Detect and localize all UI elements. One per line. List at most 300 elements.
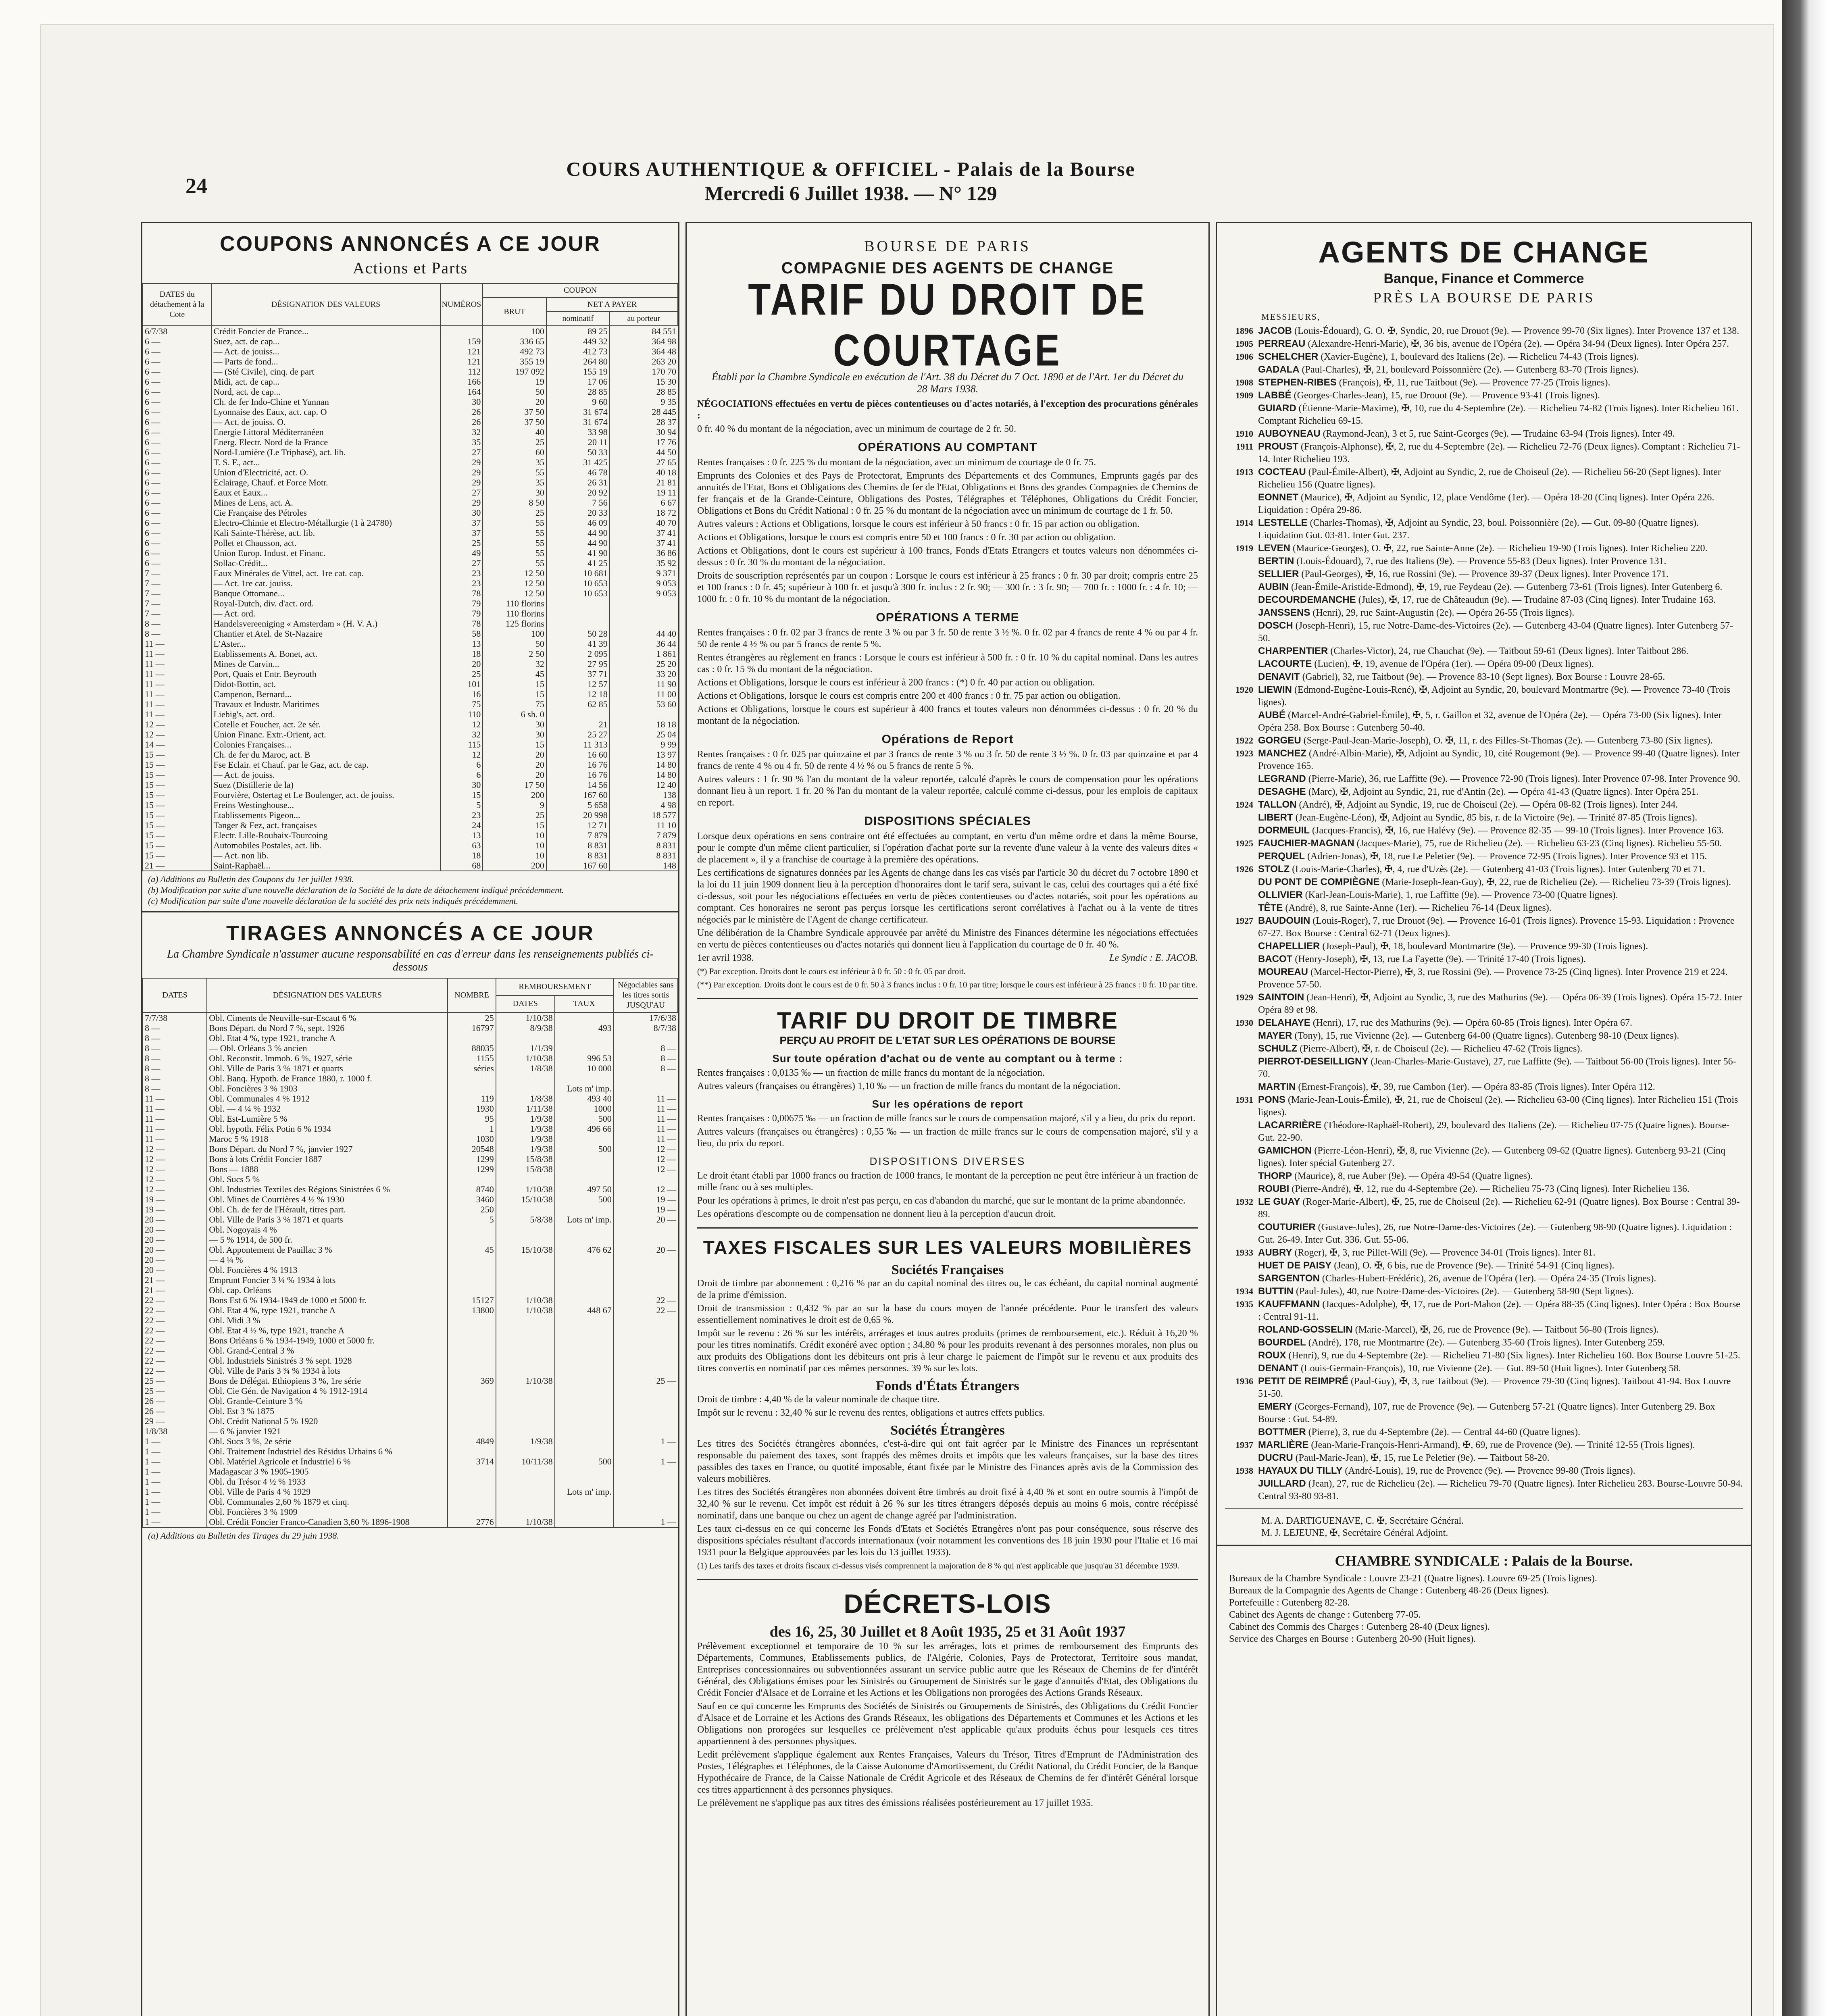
table-cell: 17 06 [546,377,610,387]
table-cell: 6 — [143,356,211,367]
table-row [143,800,678,810]
table-cell: 12 71 [546,820,610,830]
table-cell [614,1225,678,1235]
agent-details: (Maurice), ✠, Adjoint au Syndic, 12, place Vendôme (1er). — Opéra 18-20 (Cinq lignes). Inter Opéra 226. Liquidation : Opéra 29-86. [1258,492,1715,515]
table-cell: 20548 [448,1144,496,1154]
table-cell: L'Aster... [211,639,440,649]
list-item [1217,1439,1751,1452]
chamber-line: Cabinet des Agents de change : Gutenberg 77-05. [1229,1610,1421,1620]
agent-name: LABBÉ [1258,390,1292,401]
table-cell: 37 50 [483,417,546,427]
table-cell [614,1275,678,1285]
table-cell: 1 — [143,1436,207,1446]
table-row [143,1073,678,1083]
table-cell: 12 [440,719,483,729]
list-item [1217,991,1751,1016]
table-cell: 55 [483,538,546,548]
timbre-sub: PERÇU AU PROFIT DE L'ETAT SUR LES OPÉRATIONS DE BOURSE [779,1034,1116,1046]
courtage-paragraph: Actions et Obligations, lorsque le cours est inférieur à 200 francs : (*) 0 fr. 40 par action ou obligation. [697,677,1095,688]
table-cell: 50 28 [546,629,610,639]
table-cell: 10 [483,850,546,860]
table-cell: 497 50 [555,1184,614,1194]
list-item [1217,747,1751,773]
agent-details: (Charles-Hubert-Frédéric), 26, avenue de l'Opéra (1er). — Opéra 24-35 (Trois lignes). [1322,1273,1656,1284]
table-cell: 6 — [143,427,211,437]
table-row [143,1114,678,1124]
table-cell: 15 — [143,760,211,770]
table-cell: 11 — [143,1114,207,1124]
table-cell [555,1235,614,1245]
table-row [143,1235,678,1245]
table-row [143,1477,678,1487]
agent-details: (Edmond-Eugène-Louis-René), ✠, Adjoint au Syndic, 20, boulevard Montmartre (9e). — Provence 73-40 (Trois lignes). [1258,685,1731,708]
table-cell [614,1073,678,1083]
list-item [1217,1298,1751,1323]
table-row [143,1345,678,1356]
h-terme: OPÉRATIONS A TERME [876,611,1019,624]
agent-entry [1258,1183,1751,1195]
table-cell: 27 [440,447,483,457]
table-cell: 22 — [143,1356,207,1366]
agent-name: DU PONT DE COMPIÈGNE [1258,877,1380,887]
table-row [143,1214,678,1225]
table-cell: Cotelle et Foucher, act. 2e sér. [211,719,440,729]
table-cell: 1 — [614,1436,678,1446]
table-row [143,367,678,377]
agent-details: (Henri), 29, rue Saint-Augustin (2e). — Opéra 26-55 (Trois lignes). [1312,608,1575,618]
table-cell: 11 — [614,1134,678,1144]
taxes-p: Impôt sur le revenu : 26 % sur les intérêts, arrérages et tous autres produits (primes de remboursement, etc.). Réduit à 16,20 % pour les titres nominatifs. Crédit exonéré avec option ; 34,80 % pour les produits revenant à des personnes morales, non plus ou aux produits des Obligations dont les débiteurs ont pris à leur charge le paiement de l'impôt sur le revenu et aux produits des titres convertis en nominatif par ces mêmes personnes. 39 % sur les lots. [697,1328,1198,1374]
table-cell [496,1487,555,1497]
agent-entry [1258,402,1751,427]
table-cell: 12 57 [546,679,610,689]
agent-entry [1258,940,1751,953]
agent-entry [1258,491,1751,516]
table-cell: Lyonnaise des Eaux, act. cap. O [211,407,440,417]
list-item [1217,645,1751,658]
table-cell: 25 [483,437,546,447]
table-cell: 1 — [143,1456,207,1466]
table-cell: Tanger & Fez, act. françaises [211,820,440,830]
table-cell: 16 76 [546,770,610,780]
table-cell: 1 — [143,1446,207,1456]
agents-sub2: PRÈS LA BOURSE DE PARIS [1373,289,1595,306]
table-cell: 6 — [143,508,211,518]
agent-entry [1258,325,1751,337]
agent-details: (Paul-Jules), 40, rue Notre-Dame-des-Victoires (2e). — Gutenberg 58-90 (Sept lignes). [1296,1286,1634,1297]
agent-name: COUTURIER [1258,1222,1316,1233]
table-cell: 22 — [614,1295,678,1305]
table-cell [555,1073,614,1083]
table-cell: 26 — [143,1406,207,1416]
table-row [143,1295,678,1305]
table-cell: 22 — [143,1315,207,1325]
agent-entry [1258,785,1751,798]
table-cell: 7 — [143,588,211,598]
agent-year: 1934 [1235,1286,1253,1296]
list-item [1217,1400,1751,1426]
table-cell [496,1275,555,1285]
table-cell: 19 — [143,1194,207,1204]
table-cell: Lots m' imp. [555,1487,614,1497]
table-cell: Obl. Ville de Paris 3 ¾ % 1934 à lots [207,1366,448,1376]
table-cell: T. S. F., act... [211,457,440,467]
table-cell: 8 — [143,1043,207,1053]
table-cell [448,1073,496,1083]
table-row [143,1406,678,1416]
agent-entry [1258,619,1751,645]
table-row [143,1225,678,1235]
table-cell: Electr. Lille-Roubaix-Tourcoing [211,830,440,840]
table-cell: 15/10/38 [496,1194,555,1204]
list-item [1217,376,1751,389]
table-cell: Obl. hypoth. Félix Potin 6 % 1934 [207,1124,448,1134]
table-cell [555,1466,614,1477]
agent-details: (Tony), 15, rue Vivienne (2e). — Gutenberg 64-00 (Quatre lignes). Gutenberg 98-10 (Deux lignes). [1294,1031,1679,1041]
list-item [1217,1349,1751,1362]
table-cell: 6 — [143,447,211,457]
table-cell: 1/9/38 [496,1436,555,1446]
list-item [1217,953,1751,966]
list-item [1217,325,1751,337]
agent-name: JACOB [1258,325,1292,336]
table-cell: 167 60 [546,860,610,871]
table-cell: 10 653 [546,578,610,588]
table-cell [448,1396,496,1406]
table-cell: 250 [448,1204,496,1214]
table-cell: 8/9/38 [496,1023,555,1033]
company-name: COMPAGNIE DES AGENTS DE CHANGE [781,259,1114,277]
agent-year: 1936 [1235,1376,1253,1386]
agent-entry [1258,466,1751,491]
agent-entry [1258,1259,1751,1272]
header-title: COURS AUTHENTIQUE & OFFICIEL - Palais de la Bourse [566,158,1135,180]
table-cell: 20 11 [546,437,610,447]
agent-year [1217,568,1258,581]
table-cell: 200 [483,790,546,800]
agent-name: LE GUAY [1258,1196,1300,1207]
table-cell [448,1406,496,1416]
list-item [1217,734,1751,747]
table-cell: 16 60 [546,750,610,760]
agent-details: (Joseph-Henri), 15, rue Notre-Dame-des-Victoires (2e). — Gutenberg 43-04 (Quatre lignes). Inter Gutenberg 57-50. [1258,621,1733,644]
agent-details: (Pierre-Léon-Henri), ✠, 8, rue Vivienne (2e). — Gutenberg 09-62 (Quatre lignes). Gutenberg 93-21 (Cinq lignes). Inter spécial Gutenberg 27. [1258,1145,1726,1168]
table-cell [496,1225,555,1235]
table-cell [610,619,678,629]
timbre-p: Rentes françaises : 0,0135 ‰ — un fraction de mille francs du montant de la négociation. [697,1068,1045,1078]
table-cell: 15 30 [610,377,678,387]
table-cell: Union Financ. Extr.-Orient, act. [211,729,440,739]
table-cell: 20 [483,750,546,760]
table-cell: 24 [440,820,483,830]
table-cell [555,1315,614,1325]
agent-name: BUTTIN [1258,1286,1294,1297]
table-cell: 28 37 [610,417,678,427]
table-cell: Crédit Foncier de France... [211,326,440,336]
agent-year: 1923 [1235,748,1253,758]
list-item [1217,350,1751,363]
table-cell: 7 56 [546,498,610,508]
table-cell: 17 50 [483,780,546,790]
tirages-title: TIRAGES ANNONCÉS A CE JOUR [226,922,594,945]
table-cell: Obl. Ville de Paris 3 % 1871 et quarts [207,1063,448,1073]
table-row [143,548,678,558]
agent-year [1217,555,1258,568]
table-row [143,498,678,508]
table-cell: 32 [440,427,483,437]
agent-name: ROUX [1258,1350,1286,1361]
agent-entry [1258,953,1751,966]
agent-entry [1258,389,1751,402]
table-row [143,538,678,548]
table-row [143,1265,678,1275]
table-cell: 25 — [614,1376,678,1386]
col-coupon-group: COUPON [483,283,678,298]
list-item [1217,837,1751,850]
table-cell: 55 [483,548,546,558]
agent-name: PONS [1258,1094,1286,1105]
list-item [1217,1183,1751,1195]
col-negociables: Négociables sans les titres sortis JUSQU'AU [614,978,678,1012]
agent-year [1217,1170,1258,1183]
agent-year [1217,773,1258,785]
table-cell: 29 — [143,1416,207,1426]
table-cell: Obl. Sucs 3 %, 2e série [207,1436,448,1446]
table-row [143,477,678,487]
agent-year: 1911 [1236,442,1253,452]
table-cell: 36 86 [610,548,678,558]
table-cell [614,1446,678,1456]
table-cell [614,1356,678,1366]
courtage-paragraph: Autres valeurs : Actions et Obligations, lorsque le cours est inférieur à 50 francs : 0 fr. 15 par action ou obligation. [697,519,1140,529]
agent-year: 1909 [1235,390,1253,400]
table-cell: 15 — [143,810,211,820]
agent-year [1217,876,1258,889]
list-item [1217,850,1751,863]
table-cell: 8 831 [546,850,610,860]
table-cell: 493 40 [555,1093,614,1104]
table-cell: 6 — [143,407,211,417]
agent-details: (Lucien), ✠, 19, avenue de l'Opéra (1er). — Opéra 09-00 (Deux lignes). [1314,659,1594,669]
table-cell: 22 — [143,1366,207,1376]
table-cell: Obl. Sucs 5 % [207,1174,448,1184]
table-cell: 500 [555,1114,614,1124]
agent-details: (Louis-Germain-François), 10, rue Vivienne (2e). — Gut. 89-50 (Huit lignes). Inter Gutenberg 58. [1301,1363,1681,1374]
agent-entry [1258,889,1751,902]
table-cell [496,1335,555,1345]
agent-entry [1258,876,1751,889]
table-cell [614,1396,678,1406]
table-cell: Obl. Banq. Hypoth. de France 1880, r. 1000 f. [207,1073,448,1083]
table-row [143,1043,678,1053]
table-cell [496,1477,555,1487]
list-item [1217,581,1751,594]
table-row [143,1466,678,1477]
list-item [1217,1170,1751,1183]
agent-name: EMERY [1258,1401,1292,1412]
table-cell: 4849 [448,1436,496,1446]
h-comptant: OPÉRATIONS AU COMPTANT [858,441,1037,454]
table-cell: Didot-Bottin, act. [211,679,440,689]
table-cell: 6 67 [610,498,678,508]
table-row [143,840,678,850]
table-cell: 15 — [143,790,211,800]
list-item [1217,658,1751,671]
table-row [143,1416,678,1426]
table-cell: 6 sh. 0 [483,709,546,719]
table-cell: 1/10/38 [496,1376,555,1386]
table-cell: 11 — [143,709,211,719]
table-cell: 12 — [143,1154,207,1164]
agent-entry [1258,1119,1751,1144]
agent-details: (Jean-Eugène-Léon), ✠, Adjoint au Syndic, 85 bis, r. de la Victoire (9e). — Trinité 87-85 (Trois lignes). [1295,812,1698,823]
chamber-title: CHAMBRE SYNDICALE : Palais de la Bourse. [1335,1553,1633,1569]
table-cell: 22 — [614,1305,678,1315]
agent-details: (Louis-Roger), 7, rue Drouot (9e). — Provence 16-01 (Trois lignes). Provence 15-93. Liquidation : Provence 67-27. Box Bourse : Central 62-71 (Deux lignes). [1258,916,1735,939]
table-cell: 1/9/38 [496,1134,555,1144]
table-cell: Obl. Mines de Courrières 4 ½ % 1930 [207,1194,448,1204]
table-cell: 15 — [143,750,211,760]
table-row [143,1154,678,1164]
taxes-p: Droit de timbre : 4,40 % de la valeur nominale de chaque titre. [697,1394,940,1405]
agent-name: THORP [1258,1170,1292,1181]
agent-details: (Marcel-André-Gabriel-Émile), ✠, 5, r. Gaillon et 32, avenue de l'Opéra (2e). — Opéra 73-00 (Six lignes). Inter Opéra 258. Box Bourse : Gutenberg 50-40. [1258,710,1722,733]
table-cell: 164 [440,387,483,397]
table-cell: 15 — [143,780,211,790]
table-cell [448,1507,496,1517]
table-cell [448,1426,496,1436]
table-cell: 40 [483,427,546,437]
agent-entry [1258,747,1751,773]
table-row [143,356,678,367]
agent-name: DENANT [1258,1363,1298,1374]
table-cell: — Act. ord. [211,608,440,619]
table-cell [614,1466,678,1477]
agent-name: KAUFFMANN [1258,1299,1320,1310]
table-cell [555,1335,614,1345]
table-cell: 12 — [614,1164,678,1174]
table-cell [555,1265,614,1275]
table-cell: 20 — [143,1235,207,1245]
courtage-paragraph: Autres valeurs : 1 fr. 90 % l'an du montant de la valeur reportée, calculé d'après le cours de compensation pour les opérations donnant lieu à un report. 1 fr. 20 % l'an du montant de la valeur reportée, calculé comme ci-dessus, pour les emplois de capitaux en report. [697,774,1198,808]
table-cell: 15 [483,679,546,689]
table-cell [555,1033,614,1043]
col-rb-dates: DATES [496,996,555,1013]
timbre-p: Rentes françaises : 0,00675 ‰ — un fraction de mille francs sur le cours de compensation majoré, s'il y a lieu, du prix du report. [697,1113,1196,1124]
table-row [143,457,678,467]
table-cell: 88035 [448,1043,496,1053]
table-row [143,1134,678,1144]
list-item [1217,568,1751,581]
table-cell: 11 313 [546,739,610,750]
list-item [1217,1055,1751,1081]
list-item [1217,940,1751,953]
agent-name: GAMICHON [1258,1145,1312,1156]
table-cell: 50 [483,387,546,397]
table-cell: Obl. Communales 2,60 % 1879 et cinq. [207,1497,448,1507]
table-row [143,437,678,447]
col-nombre: NOMBRE [448,978,496,1012]
table-cell: Ch. de fer du Maroc, act. B [211,750,440,760]
decrets-p: Ledit prélèvement s'applique également aux Rentes Françaises, Valeurs du Trésor, Titres d'Emprunt de l'Administration des Postes, Télégraphes et Téléphones, de la Caisse Autonome d'Amortissement, du Crédit National, du Crédit Foncier, de la Banque Hypothécaire de France, de la Caisse Nationale de Crédit Agricole et des Réseaux de Chemins de fer d'intérêt Général lorsque ces titres appartiennent à des personnes physiques. [697,1749,1198,1795]
agent-entry [1258,645,1751,658]
agent-entry [1258,516,1751,542]
table-cell: Suez (Distillerie de la) [211,780,440,790]
table-cell [448,1225,496,1235]
table-cell: Bons Orléans 6 % 1934-1949, 1000 et 5000 fr. [207,1335,448,1345]
agents-list [1217,325,1751,1503]
list-item [1217,1081,1751,1093]
table-cell: 14 80 [610,760,678,770]
table-cell: — Act. de jouiss... [211,346,440,356]
table-cell: 9 [483,800,546,810]
table-cell: 45 [483,669,546,679]
table-cell: 11 — [614,1114,678,1124]
table-cell: 30 [483,719,546,729]
agent-name: ROLAND-GOSSELIN [1258,1324,1353,1335]
agent-name: MAYER [1258,1030,1292,1041]
table-cell: 15 — [143,800,211,810]
agents-sub: Banque, Finance et Commerce [1383,271,1584,286]
table-cell: 6/7/38 [143,326,211,336]
table-cell: Bons Est 6 % 1934-1949 de 1000 et 5000 fr. [207,1295,448,1305]
table-cell: 15 — [143,840,211,850]
table-cell: 25 27 [546,729,610,739]
table-cell: 21 — [143,1285,207,1295]
table-row [143,1325,678,1335]
table-cell: 10 [483,840,546,850]
table-cell: 37 41 [610,538,678,548]
agent-year [1217,1029,1258,1042]
agent-name: GADALA [1258,364,1300,375]
table-cell [496,1406,555,1416]
agent-entry [1258,1349,1751,1362]
table-cell: 23 [440,568,483,578]
table-cell: Mines de Carvin... [211,659,440,669]
table-cell: 35 [483,477,546,487]
table-cell: 36 44 [610,639,678,649]
table-cell [614,1083,678,1093]
table-cell [496,1426,555,1436]
taxes-p: (1) Les tarifs des taxes et droits fiscaux ci-dessus visés comprennent la majoration de 8 % qui n'est applicable que jusqu'au 31 décembre 1939. [697,1561,1180,1570]
table-cell: Eaux et Eaux... [211,487,440,498]
agent-name: LESTELLE [1258,517,1308,528]
table-cell: 8 — [143,1023,207,1033]
table-cell: Kali Sainte-Thérèse, act. lib. [211,528,440,538]
agent-details: (Serge-Paul-Jean-Marie-Joseph), O. ✠, 11, r. des Filles-St-Thomas (2e). — Gutenberg 73-80 (Six lignes). [1303,735,1713,746]
page-header [145,153,1556,206]
table-row [143,1487,678,1497]
list-item [1217,966,1751,991]
agents-messieurs: MESSIEURS, [1261,312,1321,322]
agent-year [1217,363,1258,376]
table-cell [614,1406,678,1416]
table-cell: 15 [483,739,546,750]
table-cell: 25 — [143,1386,207,1396]
table-cell: 18 [440,850,483,860]
agent-details: (Gabriel), 32, rue Taitbout (9e). — Provence 83-10 (Sept lignes). Box Bourse : Louvre 28-65. [1302,672,1665,682]
table-cell: 1 — [143,1507,207,1517]
table-cell: 25 [483,810,546,820]
agent-name: COCTEAU [1258,467,1306,477]
table-cell: 11 — [143,639,211,649]
table-cell: 1/8/38 [496,1093,555,1104]
table-cell: 45 [448,1245,496,1255]
table-cell: Bons à lots Crédit Foncier 1887 [207,1154,448,1164]
agent-entry [1258,1452,1751,1464]
col-designation: DÉSIGNATION DES VALEURS [207,978,448,1012]
table-cell [614,1507,678,1517]
